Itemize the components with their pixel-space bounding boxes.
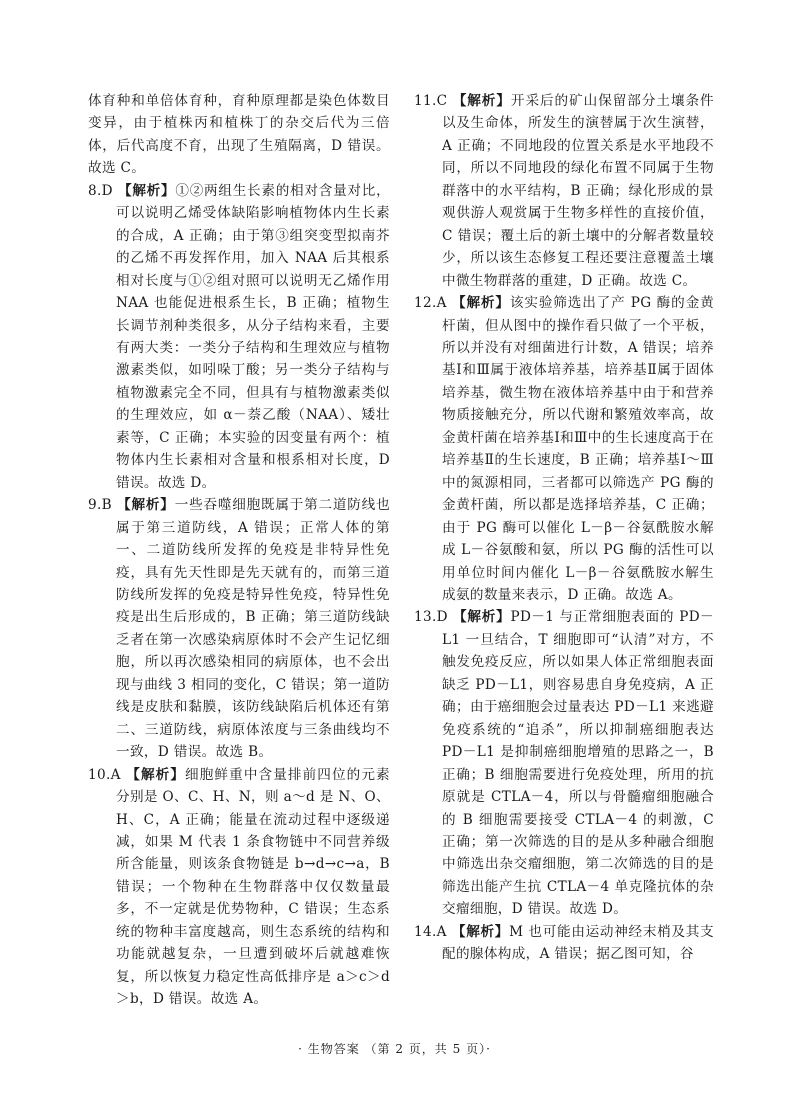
answer-14-text: M 也可能由运动神经末梢及其支配的腺体构成，A 错误；据乙图可知，谷 [442,923,715,963]
answer-10 [88,764,390,1011]
answer-11-tag: 【解析】 [452,93,511,109]
answer-12-text: 该实验筛选出了产 PG 酶的金黄杆菌，但从图中的操作看只做了一个平板，所以并没有对细菌进行计数，A 错误；培养基Ⅰ和Ⅲ属于液体培养基，培养基Ⅱ属于固体培养基，微生物在液体培养基中由于和营养物质接触充分，所以代谢和繁殖效率高，故金黄杆菌在培养基Ⅰ和Ⅲ中的生长速度高于在培养基Ⅱ的生长速度，B 正确；培养基Ⅰ～Ⅲ中的氮源相同，三者都可以筛选产 PG 酶的金黄杆菌，所以都是选择培养基，C 正确；由于 PG 酶可以催化 L－β－谷氨酰胺水解成 L－谷氨酸和氨，所以 PG 酶的活性可以用单位时间内催化 L－β－谷氨酰胺水解生成氨的数量来表示，D 正确。故选 A。 [442,295,715,603]
answer-10-text: 细胞鲜重中含量排前四位的元素分别是 O、C、H、N，则 a～d 是 N、O、H、C，A 正确；能量在流动过程中逐级递减，如果 M 代表 1 条食物链中不同营养级所含能量，则该条食物链是 b→d→c→a，B 错误；一个物种在生物群落中仅仅数量最多，不一定就是优势物种，C 错误；生态系统的物种丰富度越高，则生态系统的结构和功能就越复杂，一旦遭到破坏后就越难恢复，所以恢复力稳定性高低排序是 a＞c＞d＞b，D 错误。故选 A。 [116,766,390,1008]
answer-13 [414,606,714,920]
answer-8 [88,180,390,494]
right-column [414,90,714,966]
answer-9-text: 一些吞噬细胞既属于第二道防线也属于第三道防线，A 错误；正常人体的第一、二道防线所发挥的免疫是非特异性免疫，具有先天性即是先天就有的，而第三道防线所发挥的免疫是特异性免疫，特异性免疫是出生后形成的，B 正确；第三道防线缺乏者在第一次感染病原体时不会产生记忆细胞，所以再次感染相同的病原体，也不会出现与曲线 3 相同的变化，C 错误；第一道防线是皮肤和黏膜，该防线缺陷后机体还有第二、三道防线，病原体浓度与三条曲线均不一致，D 错误。故选 B。 [116,497,391,761]
intro-continuation [88,90,390,180]
answer-11-number: 11.C [414,93,448,109]
answer-12 [414,292,714,606]
answer-8-text: ①②两组生长素的相对含量对比，可以说明乙烯受体缺陷影响植物体内生长素的合成，A 正确；由于第③组突变型拟南芥的乙烯不再发挥作用，加入 NAA 后其根系相对长度与①②组对照可以说明无乙烯作用 NAA 也能促进根系生长，B 正确；植物生长调节剂种类很多，从分子结构来看，主要有两大类：一类分子结构和生理效应与植物激素类似，如吲哚丁酸；另一类分子结构与植物激素完全不同，但具有与植物激素类似的生理效应，如 α－萘乙酸（NAA）、矮壮素等，C 正确；本实验的因变量有两个：植物体内生长素相对含量和根系相对长度，D 错误。故选 D。 [116,182,391,491]
page-footer: · 生物答案 （第 2 页，共 5 页）· [298,1042,491,1056]
answer-13-number: 13.D [414,609,448,626]
intro-text: 体育种和单倍体育种，育种原理都是染色体数目变异，由于植株丙和植株丁的杂交后代为三倍体，后代高度不育，出现了生殖隔离，D 错误。故选 C。 [88,93,390,177]
answer-9-number: 9.B [88,497,113,514]
answer-14-number: 14.A [414,923,447,940]
answer-8-number: 8.D [88,182,113,199]
answer-12-number: 12.A [414,295,447,312]
answer-10-tag: 【解析】 [126,766,186,783]
answer-14-tag: 【解析】 [451,923,510,940]
answer-11 [414,90,714,292]
answer-13-tag: 【解析】 [453,609,511,626]
answer-10-number: 10.A [88,766,121,783]
answer-13-text: PD－1 与正常细胞表面的 PD－L1 一旦结合，T 细胞即可“认清”对方，不触发免疫反应，所以如果人体正常细胞表面缺乏 PD－L1，则容易患自身免疫病，A 正确；由于癌细胞会过量表达 PD－L1 来逃避免疫系统的“追杀”，所以抑制癌细胞表达 PD－L1 是抑制癌细胞增殖的思路之一，B 正确；B 细胞需要进行免疫处理，所用的抗原就是 CTLA－4，所以与骨髓瘤细胞融合的 B 细胞需要接受 CTLA－4 的刺激，C 正确；第一次筛选的目的是从多种融合细胞中筛选出杂交瘤细胞，第二次筛选的目的是筛选出能产生抗 CTLA－4 单克隆抗体的杂交瘤细胞，D 错误。故选 D。 [442,609,714,918]
answer-9-tag: 【解析】 [117,497,175,514]
left-column [88,90,390,1011]
answer-11-text: 开采后的矿山保留部分土壤条件以及生命体，所发生的演替属于次生演替，A 正确；不同地段的位置关系是水平地段不同，所以不同地段的绿化布置不同属于生物群落中的水平结构，B 正确；绿化形成的景观供游人观赏属于生物多样性的直接价值，C 错误；覆土后的新土壤中的分解者数量较少，所以该生态修复工程还要注意覆盖土壤中微生物群落的重建，D 正确。故选 C。 [442,93,714,289]
answer-12-tag: 【解析】 [452,295,510,312]
answer-8-tag: 【解析】 [118,182,176,199]
answer-9 [88,494,390,763]
answer-14 [414,921,714,966]
